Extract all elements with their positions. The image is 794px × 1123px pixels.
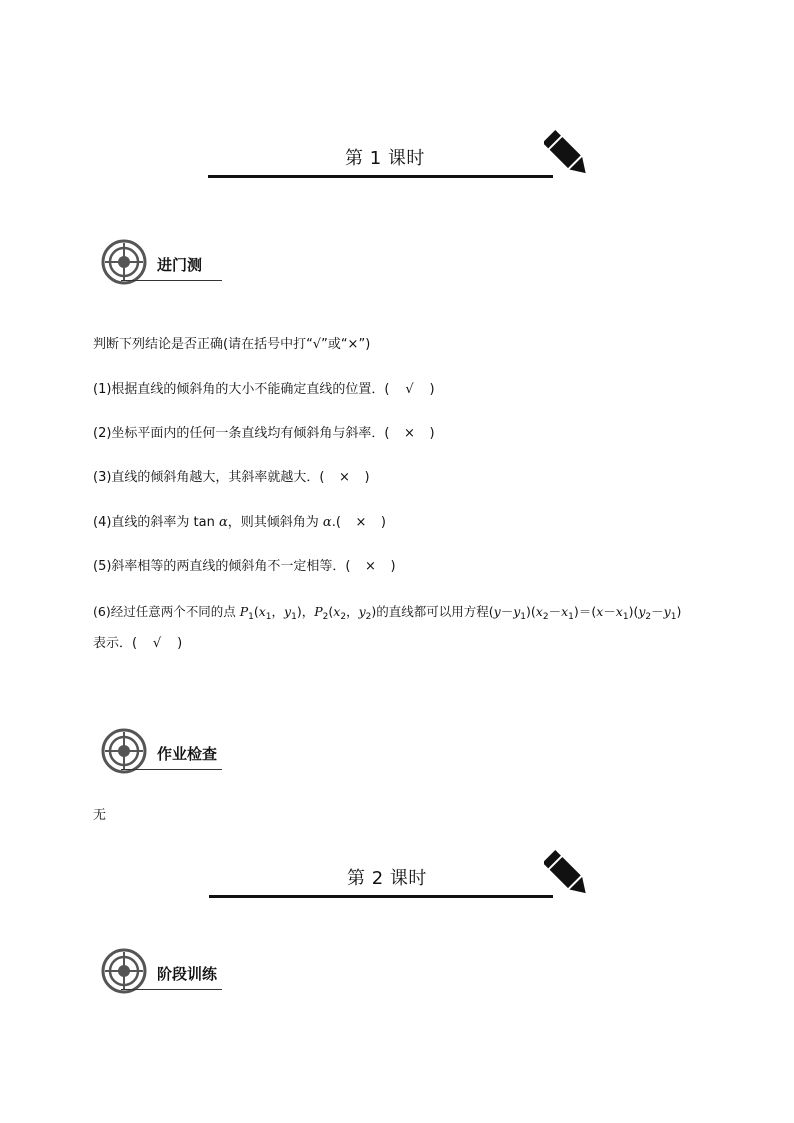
answer-mark: √ — [152, 636, 162, 651]
quiz-item-5: (5)斜率相等的两直线的倾斜角不一定相等．( × ) — [93, 559, 396, 574]
section-title-training: 阶段训练 — [157, 965, 218, 983]
quiz-item-3: (3)直线的倾斜角越大，其斜率就越大．( × ) — [93, 470, 370, 485]
quiz-item-2: (2)坐标平面内的任何一条直线均有倾斜角与斜率．( × ) — [93, 426, 435, 441]
section-underline — [121, 280, 222, 281]
target-icon — [101, 948, 147, 994]
section-title-intro: 进门测 — [157, 256, 203, 274]
section-title-homework: 作业检查 — [157, 745, 218, 763]
quiz-item-6: (6)经过任意两个不同的点 $P_1(x_1$，$y_1$)，$P_2(x_2$，$y_2$)的直线都可以用方程$(y-y_1)(x_2-x_1)=(x-x_1)(y_2-y_1)$ — [93, 604, 682, 622]
answer-mark: × — [355, 515, 367, 530]
lesson-1-rule — [208, 175, 553, 178]
answer-mark: × — [339, 470, 350, 485]
quiz-item-1: (1)根据直线的倾斜角的大小不能确定直线的位置．( √ ) — [93, 382, 435, 397]
quiz-instruction: 判断下列结论是否正确(请在括号中打“√”或“×”) — [93, 337, 371, 352]
section-underline — [121, 769, 222, 770]
lesson-2-title: 第 2 课时 — [347, 868, 427, 889]
section-underline — [121, 989, 222, 990]
pencil-icon — [544, 848, 592, 900]
quiz-item-6-cont: 表示．( √ ) — [93, 636, 183, 651]
homework-content: 无 — [93, 808, 107, 823]
target-icon — [101, 239, 147, 285]
lesson-1-title: 第 1 课时 — [345, 148, 425, 169]
lesson-2-rule — [209, 895, 553, 898]
quiz-item-4: (4)直线的斜率为 tan α，则其倾斜角为 α.( × ) — [93, 515, 386, 530]
answer-mark: √ — [405, 382, 414, 397]
pencil-icon — [544, 128, 592, 180]
answer-mark: × — [404, 426, 415, 441]
answer-mark: × — [365, 559, 376, 574]
target-icon — [101, 728, 147, 774]
